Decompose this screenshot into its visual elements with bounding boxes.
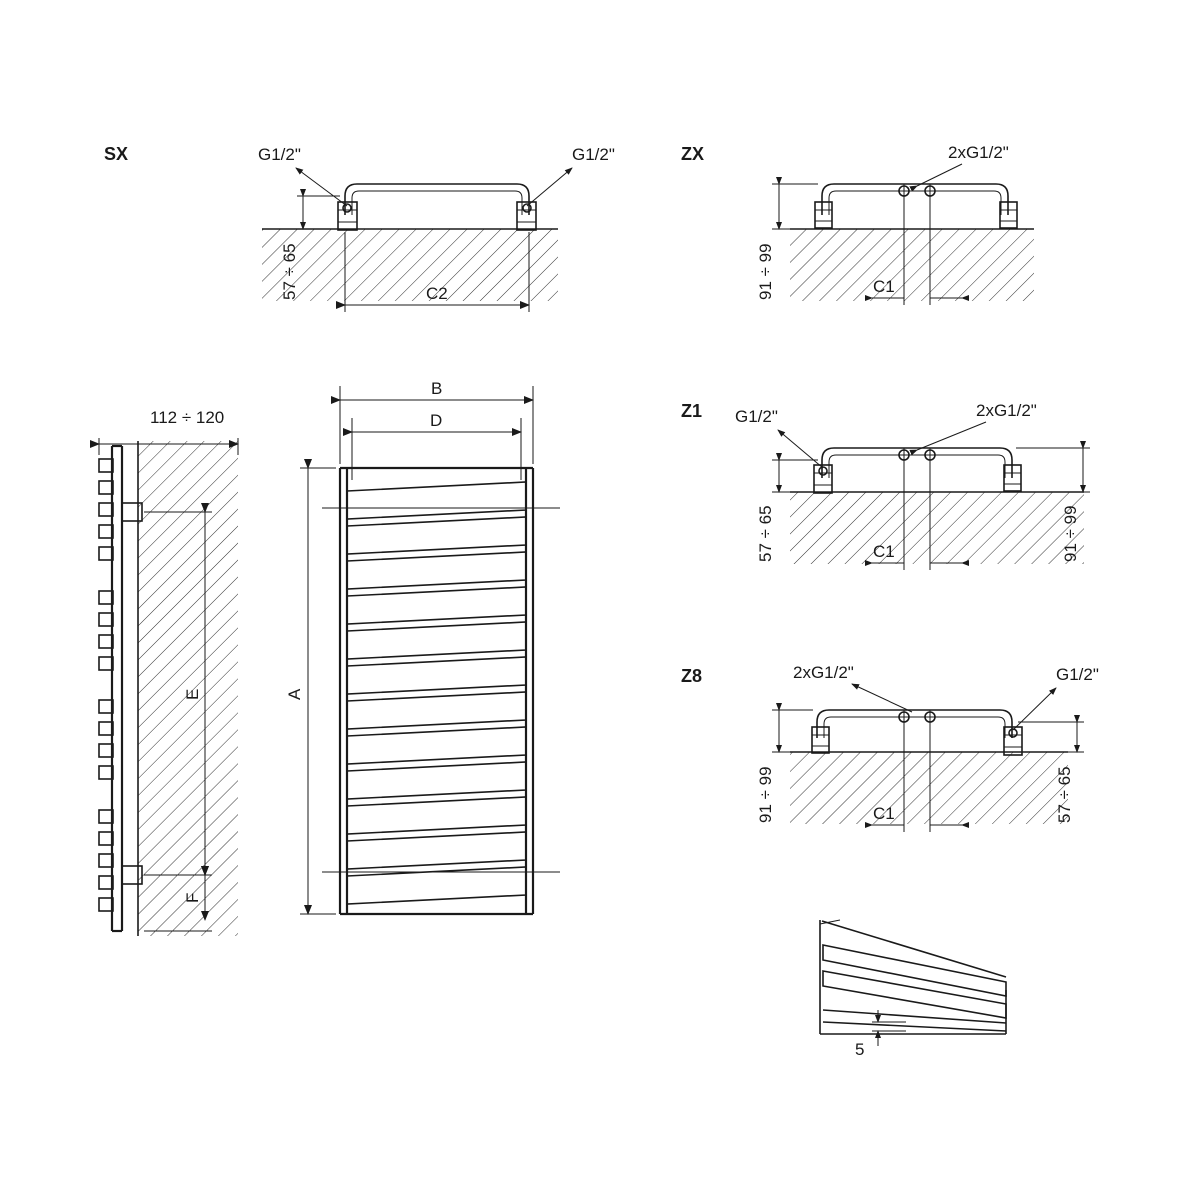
z1-left-height-label: 57 ÷ 65 [756, 505, 775, 562]
z8-left-thread-label: 2xG1/2" [793, 663, 854, 682]
pipe-loop-zx [822, 184, 1008, 215]
zx-height-range-label: 91 ÷ 99 [756, 243, 775, 300]
wall-hatch-sx [262, 229, 558, 301]
z1-left-thread-label: G1/2" [735, 407, 778, 426]
pipe-loop-inner-sx [352, 191, 522, 215]
detail-rail-1 [823, 945, 1006, 996]
leader-z8-right [1013, 688, 1056, 730]
side-f-label: F [183, 892, 202, 903]
front-rails [347, 482, 526, 904]
sx-c2-label: C2 [426, 284, 448, 303]
z1-c1-label: C1 [873, 542, 895, 561]
wall-hatch-z8 [790, 752, 1068, 824]
wall-hatch-side [138, 441, 238, 936]
leader-sx-right [527, 168, 572, 206]
view-sx [104, 144, 615, 312]
side-depth-label: 112 ÷ 120 [150, 408, 225, 427]
connector-left-sx [338, 202, 357, 230]
view-z8-label: Z8 [681, 666, 703, 686]
view-detail [820, 920, 1006, 1059]
view-z8 [681, 663, 1099, 832]
view-z1-label: Z1 [681, 401, 703, 421]
detail-rail-3-bottom [823, 1022, 1006, 1031]
front-d-label: D [430, 411, 443, 430]
pipe-loop-sx [345, 184, 529, 215]
front-b-label: B [431, 379, 443, 398]
pipe-loop-inner-z1 [829, 455, 1005, 478]
connector-right-sx [517, 202, 536, 230]
view-front [285, 379, 560, 914]
z1-right-height-label: 91 ÷ 99 [1061, 505, 1080, 562]
leader-z8-left [852, 684, 912, 712]
pipe-loop-z8 [817, 710, 1012, 738]
leader-z1-left [778, 430, 823, 468]
view-zx-label: ZX [681, 144, 705, 164]
side-e-label: E [183, 688, 202, 700]
pipe-loop-inner-z8 [824, 717, 1005, 738]
leader-sx-left [296, 168, 347, 206]
leader-z1-right [917, 422, 986, 450]
z8-right-thread-label: G1/2" [1056, 665, 1099, 684]
view-zx [681, 143, 1034, 305]
wall-hatch-zx [790, 229, 1034, 301]
sx-left-thread-label: G1/2" [258, 145, 301, 164]
sx-right-thread-label: G1/2" [572, 145, 615, 164]
sx-height-range-label: 57 ÷ 65 [280, 243, 299, 300]
zx-c1-label: C1 [873, 277, 895, 296]
connector-right-z8 [1004, 727, 1022, 755]
detail-rail-3-top [823, 1010, 1006, 1023]
pipe-loop-z1 [822, 448, 1012, 478]
detail-thickness-label: 5 [855, 1040, 865, 1059]
z8-c1-label: C1 [873, 804, 895, 823]
view-sx-label: SX [104, 144, 129, 164]
view-z1 [681, 401, 1090, 570]
z8-left-height-label: 91 ÷ 99 [756, 766, 775, 823]
wall-hatch-z1 [790, 492, 1084, 564]
pipe-loop-inner-zx [829, 191, 1001, 215]
z8-right-height-label: 57 ÷ 65 [1055, 766, 1074, 823]
leader-zx-thread [917, 164, 962, 186]
z1-right-thread-label: 2xG1/2" [976, 401, 1037, 420]
front-a-label: A [285, 688, 304, 700]
zx-thread-label: 2xG1/2" [948, 143, 1009, 162]
connector-left-z8 [812, 727, 829, 753]
detail-top-slant [822, 921, 1006, 977]
view-side [99, 408, 238, 936]
